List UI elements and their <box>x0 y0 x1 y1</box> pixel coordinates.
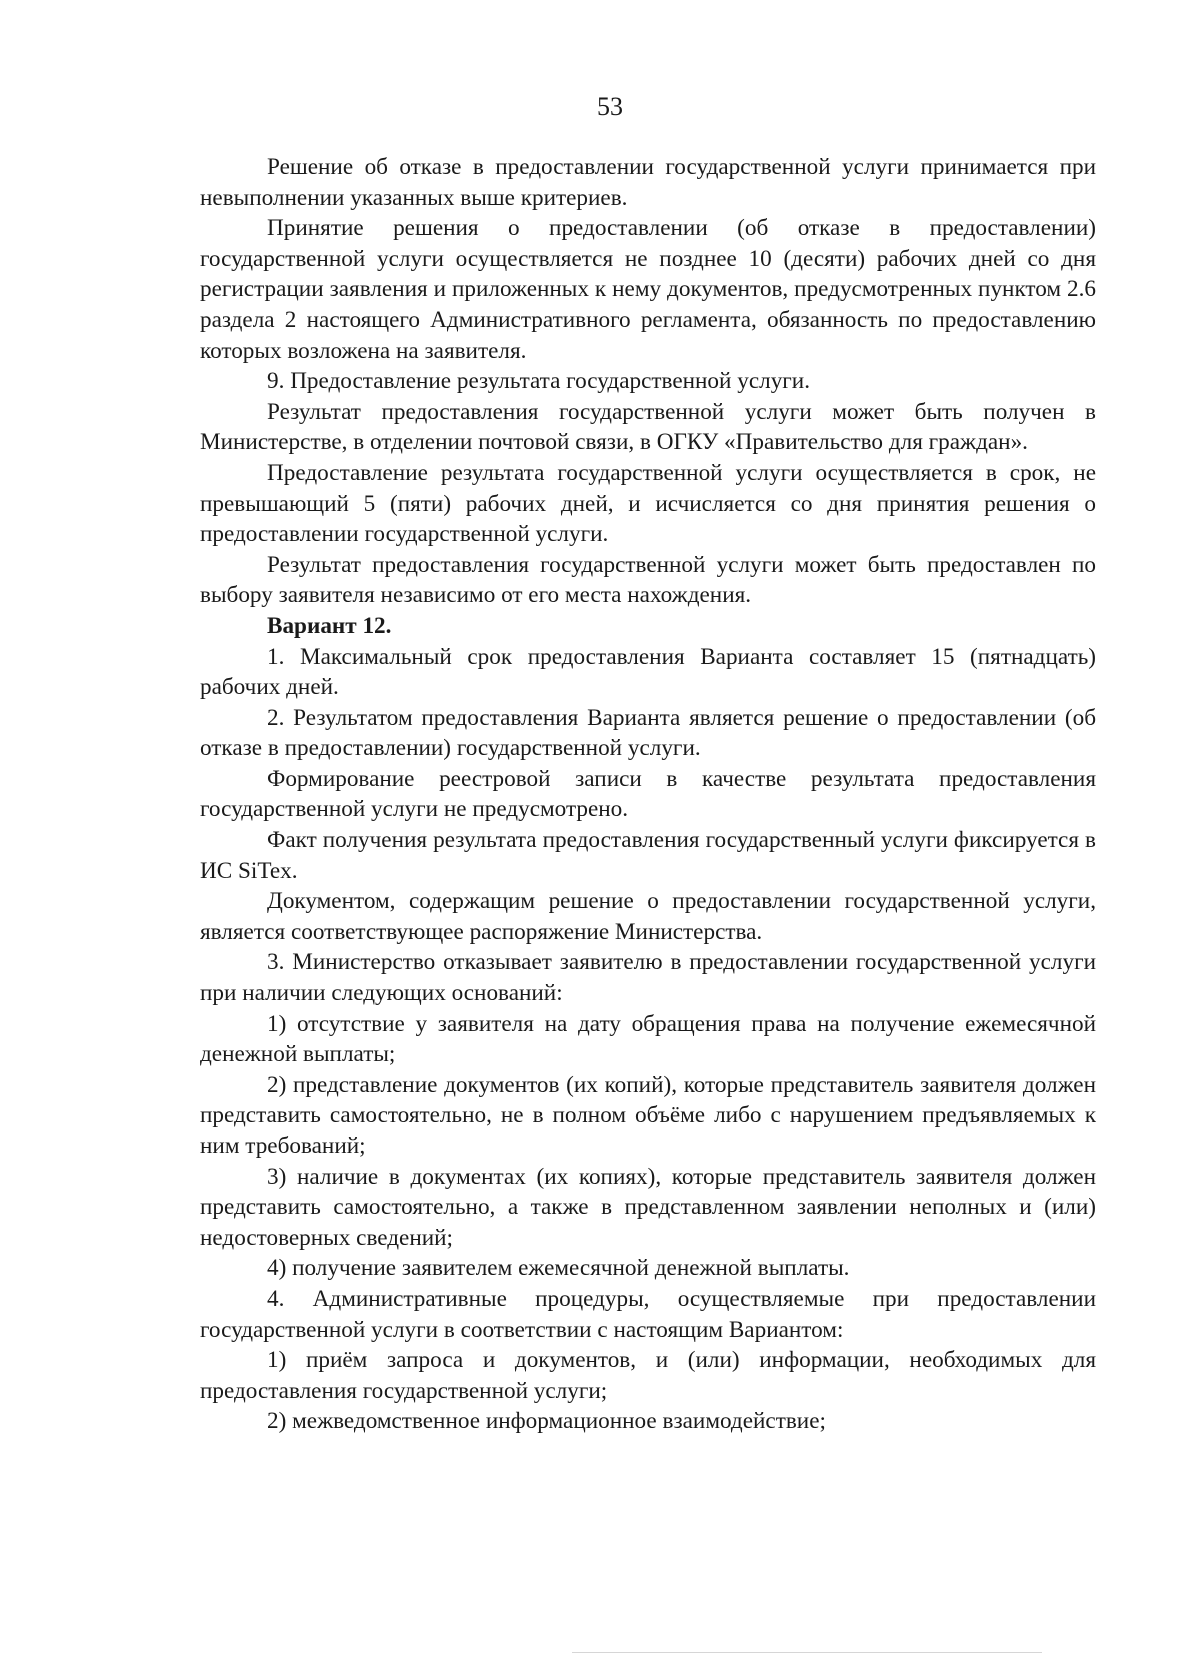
footer-rule <box>572 1652 1042 1653</box>
paragraph-refusal-grounds-intro: 3. Министерство отказывает заявителю в предоставлении государственной услуги при наличии следующих оснований: <box>200 949 1096 1007</box>
paragraph-refusal-ground-3: 3) наличие в документах (их копиях), которые представитель заявителя должен представить самостоятельно, а также в представленном заявлении неполных и (или) недостоверных сведений; <box>200 1163 1096 1251</box>
paragraph-refusal-ground-2: 2) представление документов (их копий), которые представитель заявителя должен представить самостоятельно, не в полном объёме либо с нарушением предъявляемых к ним требований; <box>200 1071 1096 1159</box>
paragraph-variant-result: 2. Результатом предоставления Варианта является решение о предоставлении (об отказе в предоставлении) государственной услуги. <box>200 704 1096 762</box>
paragraph-registry-record: Формирование реестровой записи в качестве результата предоставления государственной услуги не предусмотрено. <box>200 765 1096 823</box>
variant-heading <box>200 611 1096 642</box>
paragraph-section-9-heading: 9. Предоставление результата государственной услуги. <box>267 368 811 395</box>
paragraph-procedures-intro: 4. Административные процедуры, осуществляемые при предоставлении государственной услуги в соответствии с настоящим Вариантом: <box>200 1285 1096 1343</box>
paragraph-decision-deadline: Принятие решения о предоставлении (об отказе в предоставлении) государственной услуги осуществляется не позднее 10 (десяти) рабочих дней со дня регистрации заявления и приложенных к нему документов, предусмотренных пунктом 2.6 раздела 2 настоящего Административного регламента, обязанность по предоставлению которых возложена на заявителя. <box>200 215 1096 364</box>
paragraph-refusal-ground-1: 1) отсутствие у заявителя на дату обращения права на получение ежемесячной денежной выплаты; <box>200 1010 1096 1068</box>
paragraph-procedure-1: 1) приём запроса и документов, и (или) информации, необходимых для предоставления государственной услуги; <box>200 1347 1096 1404</box>
variant-heading-text: Вариант 12. <box>267 612 392 639</box>
paragraph-result-term: Предоставление результата государственной услуги осуществляется в срок, не превышающий 5 (пяти) рабочих дней, и исчисляется со дня принятия решения о предоставлении государственной услуги. <box>200 459 1096 548</box>
paragraph-result-extraterritorial: Результат предоставления государственной услуги может быть предоставлен по выбору заявителя независимо от его места нахождения. <box>200 551 1096 609</box>
document-body <box>200 152 1096 1437</box>
paragraph-decision-document: Документом, содержащим решение о предоставлении государственной услуги, является соответствующее распоряжение Министерства. <box>200 888 1096 945</box>
paragraph-refusal-ground-4: 4) получение заявителем ежемесячной денежной выплаты. <box>267 1255 850 1282</box>
paragraph-result-obtaining: Результат предоставления государственной услуги может быть получен в Министерстве, в отделении почтовой связи, в ОГКУ «Правительство для граждан». <box>200 398 1096 456</box>
paragraph-procedure-2: 2) межведомственное информационное взаимодействие; <box>267 1408 826 1435</box>
page-number: 53 <box>597 92 623 121</box>
paragraph-result-fixation: Факт получения результата предоставления государственный услуги фиксируется в ИС SiTex. <box>200 827 1096 884</box>
paragraph-refusal-decision: Решение об отказе в предоставлении государственной услуги принимается при невыполнении указанных выше критериев. <box>200 154 1096 211</box>
paragraph-variant-max-term: 1. Максимальный срок предоставления Варианта составляет 15 (пятнадцать) рабочих дней. <box>200 643 1096 701</box>
